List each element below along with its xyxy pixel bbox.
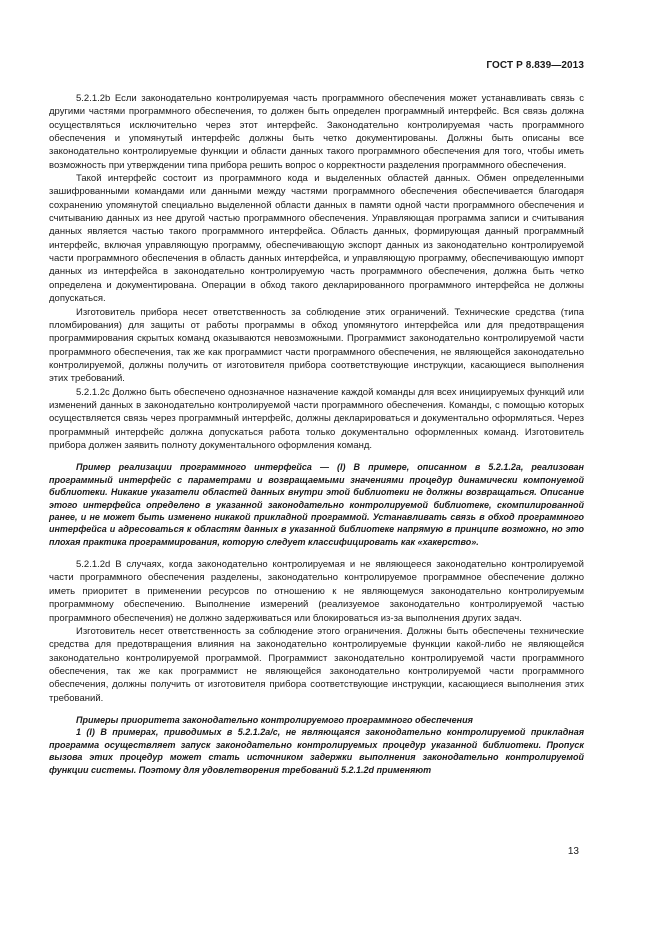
paragraph-5-2-1-2b: 5.2.1.2b Если законодательно контролируемая часть программного обеспечения может устанавливать связь с другими частями программного обеспечения, то должен быть определен программный интерфейс. Вся связь должна осуществляться исключительно через этот интерфейс. Законодательно контролируемая часть программного обеспечения и упомянутый интерфейс должны быть четко документированы. Должны быть описаны все законодательно контролируемые функции и области данных такого программного обеспечения для того, чтобы иметь возможность при утверждении типа прибора решить вопрос о корректности разделения программного обеспечения. xyxy=(49,93,584,171)
paragraph-5-2-1-2d: 5.2.1.2d В случаях, когда законодательно контролируемая и не являющееся законодательно контролируемой части программного обеспечения разделены, законодательно контролируемое программное обеспечение должно иметь приоритет в применении ресурсов по отношению к не являющемуся законодательно контролируемым программному обеспечению. Выполнение измерений (реализуемое законодательно контролируемой частью программного обеспечения) не должно задерживаться или блокироваться из-за выполнения других задач. xyxy=(49,559,584,624)
note-priority-title: Примеры приоритета законодательно контролируемого программного обеспечения xyxy=(76,714,473,725)
paragraph-interface-description: Такой интерфейс состоит из программного кода и выделенных областей данных. Обмен определенными зашифрованными командами или данными между частями программного обеспечения обеспечивается благодаря сохранению упомянутой специально выделенной области данных в памяти одной части программного обеспечения и считыванию данных из нее другой частью программного обеспечения. Управляющая программа записи и считывания данных является частью такого программного интерфейса. Область данных, формирующая данный программный интерфейс, включая управляющую программу, обеспечивающую экспорт данных из законодательно контролируемой части программного обеспечения в область данных интерфейса, и управляющую программу, обеспечивающую импорт данных из интерфейса в законодательно контролируемую часть программного обеспечения, должна быть четко определена и документирована. Операции в обход такого декларированного программного интерфейса не должны допускаться. xyxy=(49,173,584,305)
note-interface-example: Пример реализации программного интерфейса — (I) В примере, описанном в 5.2.1.2a, реализован программный интерфейс с параметрами и возвращаемыми значениями процедур динамически компонуемой библиотеки. Никакие указатели областей данных внутри этой библиотеки не должны возвращаться. Описание этого интерфейса определено в указанной законодательно контролируемой библиотеке, скомпилированной ранее, и не может быть изменено никакой прикладной программой. Устанавливать связь в обход программного интерфейса и адресоваться к областям данных в указанной библиотеке напрямую в принципе возможно, но это плохая практика программирования, которую следует классифицировать как «хакерство». xyxy=(49,462,584,547)
note-priority-example-1: 1 (I) В примерах, приводимых в 5.2.1.2a/c, не являющаяся законодательно контролируемой прикладная программа осуществляет запуск законодательно контролируемых процедур указанной библиотеки. Пропуск вызова этих процедур может стать источником задержки выполнения законодательно контролируемой функции системы. Поэтому для удовлетворения требований 5.2.1.2d применяют xyxy=(49,727,584,775)
document-standard-header: ГОСТ Р 8.839—2013 xyxy=(486,60,584,71)
paragraph-manufacturer-restriction: Изготовитель несет ответственность за соблюдение этого ограничения. Должны быть обеспечены технические средства для предотвращения влияния на законодательно контролируемые функции какой-либо не являющейся законодательно контролируемой программой. Программист законодательно контролируемой части программного обеспечения, так же как программист не являющейся законодательно контролируемой части программного обеспечения, должны получить от изготовителя прибора соответствующие инструкции, касающиеся выполнения этих требований. xyxy=(49,625,584,704)
paragraph-manufacturer-responsibility: Изготовитель прибора несет ответственность за соблюдение этих ограничений. Технические средства (типа пломбирования) для защиты от работы программы в обход упомянутого интерфейса или для предотвращения программирования скрытых команд оказываются невозможными. Программист законодательно контролируемой части программного обеспечения, так же как программист части программного обеспечения, не являющейся законодательно контролируемой, должны получить от изготовителя прибора соответствующие инструкции, касающиеся выполнения этих требований. xyxy=(49,306,584,385)
page-number: 13 xyxy=(567,846,579,857)
paragraph-5-2-1-2c: 5.2.1.2c Должно быть обеспечено однозначное назначение каждой команды для всех инициируемых функций или изменений данных в законодательно контролируемой части программного обеспечения. Команды, с помощью которых осуществляется связь через программный интерфейс, должны декларироваться и документально оформляться. Через программный интерфейс должна допускаться работа только документально оформленных команд. Изготовитель прибора должен заявить полноту документального оформления команд. xyxy=(49,386,584,451)
document-body xyxy=(49,92,584,776)
